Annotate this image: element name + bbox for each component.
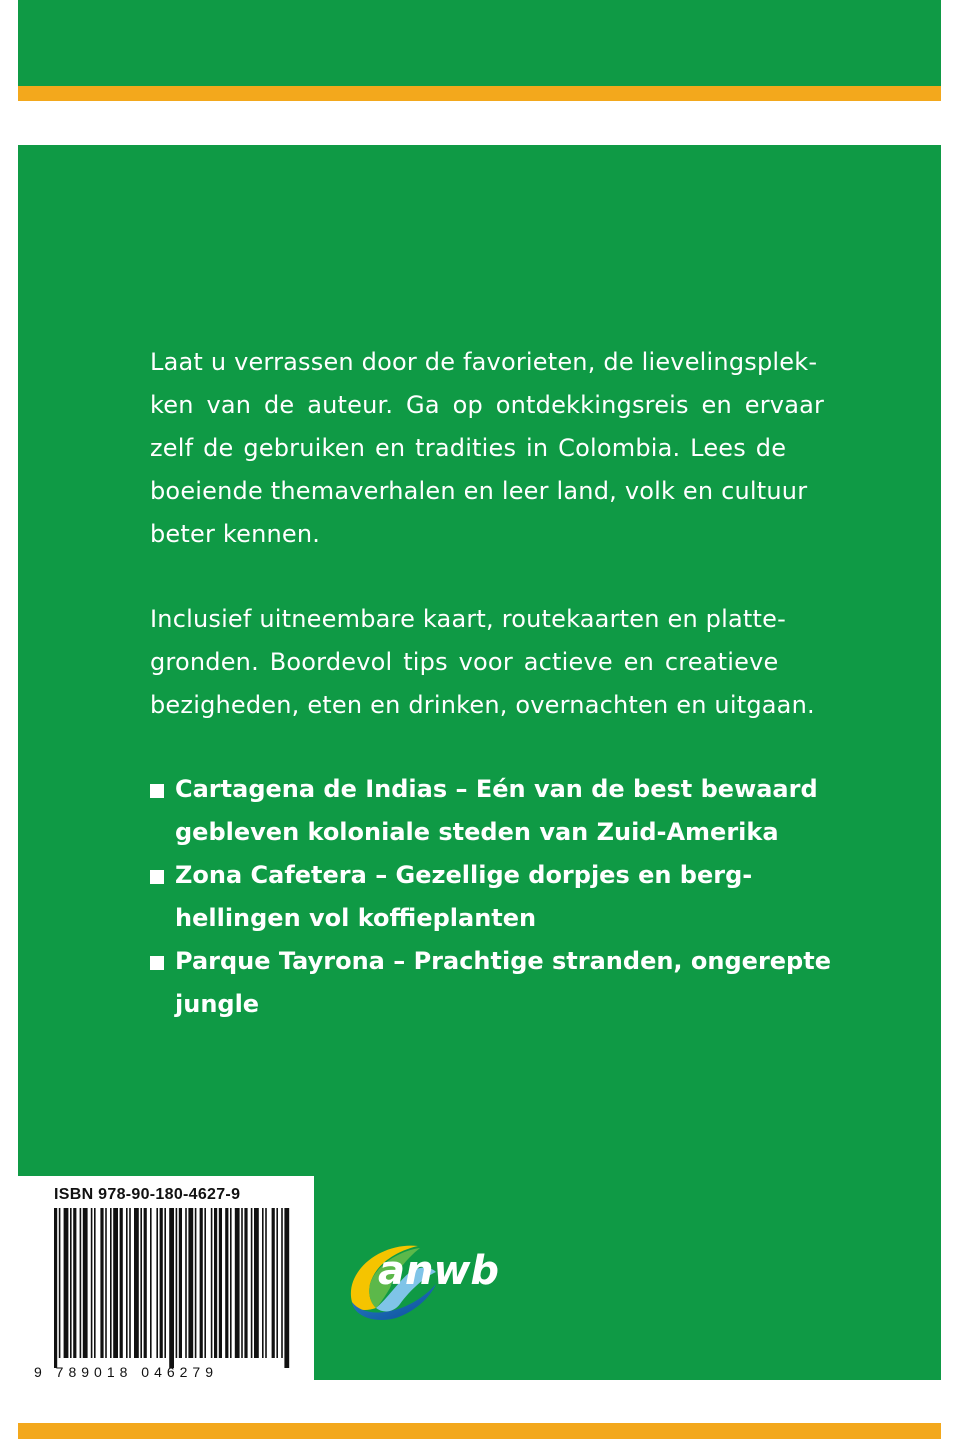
barcode-bar xyxy=(254,1208,259,1358)
barcode-bar xyxy=(284,1208,289,1368)
barcode-bar xyxy=(110,1208,112,1358)
highlight-item xyxy=(150,768,840,854)
anwb-logo xyxy=(340,1232,530,1332)
barcode-bar xyxy=(59,1208,61,1358)
barcode-bar xyxy=(160,1208,163,1358)
barcode-bar xyxy=(54,1208,57,1368)
inclusive-line: bezigheden, eten en drinken, overnachten en uitgaan. xyxy=(150,691,815,719)
square-bullet-icon xyxy=(150,870,164,884)
square-bullet-icon xyxy=(150,956,164,970)
barcode-bar xyxy=(64,1208,69,1358)
bottom-orange-stripe xyxy=(18,1423,941,1439)
intro-line: boeiende themaverhalen en leer land, volk en cultuur xyxy=(150,477,808,505)
barcode-bar xyxy=(150,1208,152,1358)
highlight-line: Parque Tayrona – Prachtige stranden, ongerepte xyxy=(175,947,831,975)
barcode-box xyxy=(18,1176,314,1380)
top-orange-stripe xyxy=(18,86,941,101)
intro-line: beter kennen. xyxy=(150,520,321,548)
barcode-bar xyxy=(129,1208,131,1358)
highlight-item xyxy=(150,940,840,1026)
barcode-bar xyxy=(113,1208,118,1358)
highlight-item xyxy=(150,854,840,940)
anwb-globe-logo-icon xyxy=(340,1232,530,1332)
barcode-bar xyxy=(144,1208,147,1358)
highlight-line: gebleven koloniale steden van Zuid-Amerika xyxy=(175,818,779,846)
barcode-bar xyxy=(262,1208,264,1358)
barcode-bar xyxy=(73,1208,76,1358)
barcode-bar xyxy=(281,1208,283,1358)
barcode-bar xyxy=(241,1208,243,1358)
barcode-bar xyxy=(140,1208,142,1358)
barcode-digits: 9 789018 046279 xyxy=(34,1364,218,1380)
barcode-bar xyxy=(126,1208,128,1358)
inclusive-paragraph xyxy=(150,598,830,727)
barcode-bar xyxy=(276,1208,278,1358)
barcode-bar xyxy=(251,1208,253,1358)
square-bullet-icon xyxy=(150,784,164,798)
barcode-bar xyxy=(83,1208,88,1358)
barcode-bar xyxy=(272,1208,275,1358)
highlight-line: Zona Cafetera – Gezellige dorpjes en berg- xyxy=(175,861,753,889)
barcode-bar xyxy=(100,1208,103,1358)
barcode-bar xyxy=(200,1208,203,1358)
top-green-band xyxy=(18,0,941,86)
anwb-logo-text: anwb xyxy=(378,1248,500,1294)
barcode-bar xyxy=(169,1208,174,1368)
barcode-bar xyxy=(195,1208,197,1358)
barcode-bar xyxy=(94,1208,96,1358)
highlights-list xyxy=(150,768,840,1026)
barcode-bar xyxy=(211,1208,213,1358)
barcode-bar xyxy=(156,1208,158,1358)
barcode-bar xyxy=(105,1208,107,1358)
intro-line: ken van de auteur. Ga op ontdekkingsreis en ervaar xyxy=(150,391,825,419)
barcode-bar xyxy=(204,1208,206,1358)
barcode-bar xyxy=(225,1208,228,1358)
barcode-icon xyxy=(54,1208,290,1372)
barcode-bar xyxy=(219,1208,222,1358)
barcode-bar xyxy=(91,1208,93,1358)
barcode-bar xyxy=(179,1208,182,1358)
isbn-label: ISBN 978-90-180-4627-9 xyxy=(54,1186,241,1203)
highlight-line: hellingen vol koffieplanten xyxy=(175,904,537,932)
barcode-bar xyxy=(265,1208,267,1358)
barcode-bar xyxy=(235,1208,240,1358)
inclusive-line: gronden. Boordevol tips voor actieve en creatieve xyxy=(150,648,779,676)
barcode-bar xyxy=(164,1208,166,1358)
barcode-bar xyxy=(188,1208,193,1358)
barcode-bar xyxy=(185,1208,187,1358)
barcode-bar xyxy=(214,1208,217,1358)
barcode-bar xyxy=(70,1208,72,1358)
highlight-line: jungle xyxy=(175,990,260,1018)
barcode-bar xyxy=(80,1208,82,1358)
intro-line: zelf de gebruiken en tradities in Colombia. Lees de xyxy=(150,434,787,462)
highlight-line: Cartagena de Indias – Eén van de best bewaard xyxy=(175,775,818,803)
barcode-bar xyxy=(120,1208,123,1358)
inclusive-line: Inclusief uitneembare kaart, routekaarten en platte- xyxy=(150,605,786,633)
intro-paragraph xyxy=(150,341,830,556)
barcode-bar xyxy=(244,1208,247,1358)
intro-line: Laat u verrassen door de favorieten, de lievelingsplek- xyxy=(150,348,818,376)
barcode-bar xyxy=(134,1208,139,1358)
barcode-bar xyxy=(230,1208,232,1358)
barcode-bar xyxy=(176,1208,178,1358)
